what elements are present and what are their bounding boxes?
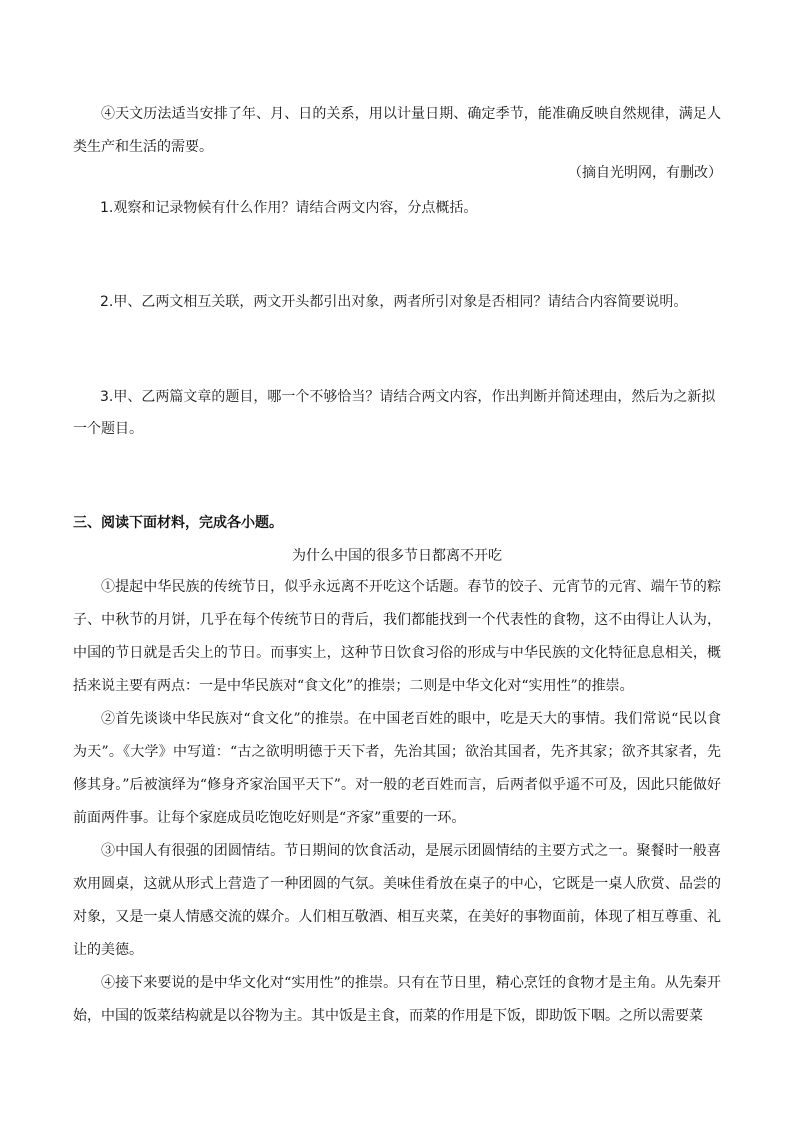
- question-1-text: 1.观察和记录物候有什么作用？请结合两文内容，分点概括。: [100, 200, 478, 216]
- article-paragraph-3: ③中国人有很强的团圆情结。节日期间的饮食活动，是展示团圆情结的主要方式之一。聚餐时一般喜欢用圆桌，这就从形式上营造了一种团圆的气氛。美味佳肴放在桌子的中心，它既是一桌人欣赏、品尝的对象，又是一桌人情感交流的媒介。人们相互敬酒、相互夹菜，在美好的事物面前，体现了相互尊重、礼让的美德。: [73, 843, 721, 958]
- passage-a-paragraph-4: ④天文历法适当安排了年、月、日的关系，用以计量日期、确定季节，能准确反映自然规律，满足人类生产和生活的需要。: [73, 106, 721, 155]
- section-3-heading: 三、阅读下面材料，完成各小题。: [73, 515, 283, 531]
- question-3: [73, 381, 720, 445]
- question-2-text: 2.甲、乙两文相互关联，两文开头都引出对象，两者所引对象是否相同？请结合内容简要说明。: [100, 294, 688, 310]
- article-title: 为什么中国的很多节日都离不开吃: [292, 548, 502, 564]
- article-paragraph-1: ①提起中华民族的传统节日，似乎永远离不开吃这个话题。春节的饺子、元宵节的元宵、端午节的粽子、中秋节的月饼，几乎在每个传统节日的背后，我们都能找到一个代表性的食物，这不由得让人认为，中国的节日就是舌尖上的节日。而事实上，这种节日饮食习俗的形成与中华民族的文化特征息息相关，概括来说主要有两点：一是中华民族对“食文化”的推崇；二则是中华文化对“实用性”的推崇。: [73, 579, 721, 694]
- question-3-text-line1: 3.甲、乙两篇文章的题目，哪一个不够恰当？请结合两文内容，作出判断并简述理由，然后为之新拟: [100, 389, 716, 405]
- question-2: [100, 287, 720, 317]
- article-paragraph-4: ④接下来要说的是中华文化对“实用性”的推崇。只有在节日里，精心烹饪的食物才是主角。从先秦开始，中国的饭菜结构就是以谷物为主。其中饭是主食，而菜的作用是下饭，即助饭下咽。之所以需要菜: [73, 975, 721, 1024]
- source-citation: （摘自光明网，有删改）: [568, 165, 722, 181]
- question-1: [100, 193, 720, 223]
- article-paragraph-2: ②首先谈谈中华民族对“食文化”的推崇。在中国老百姓的眼中，吃是天大的事情。我们常说“民以食为天”。《大学》中写道：“古之欲明明德于天下者，先治其国；欲治其国者，先齐其家；欲齐其家者，先修其身。”后被演绎为“修身齐家治国平天下”。对一般的老百姓而言，后两者似乎遥不可及，因此只能做好前面两件事。让每个家庭成员吃饱吃好则是“齐家”重要的一环。: [73, 711, 721, 826]
- question-3-text-line2: 一个题目。: [73, 421, 143, 437]
